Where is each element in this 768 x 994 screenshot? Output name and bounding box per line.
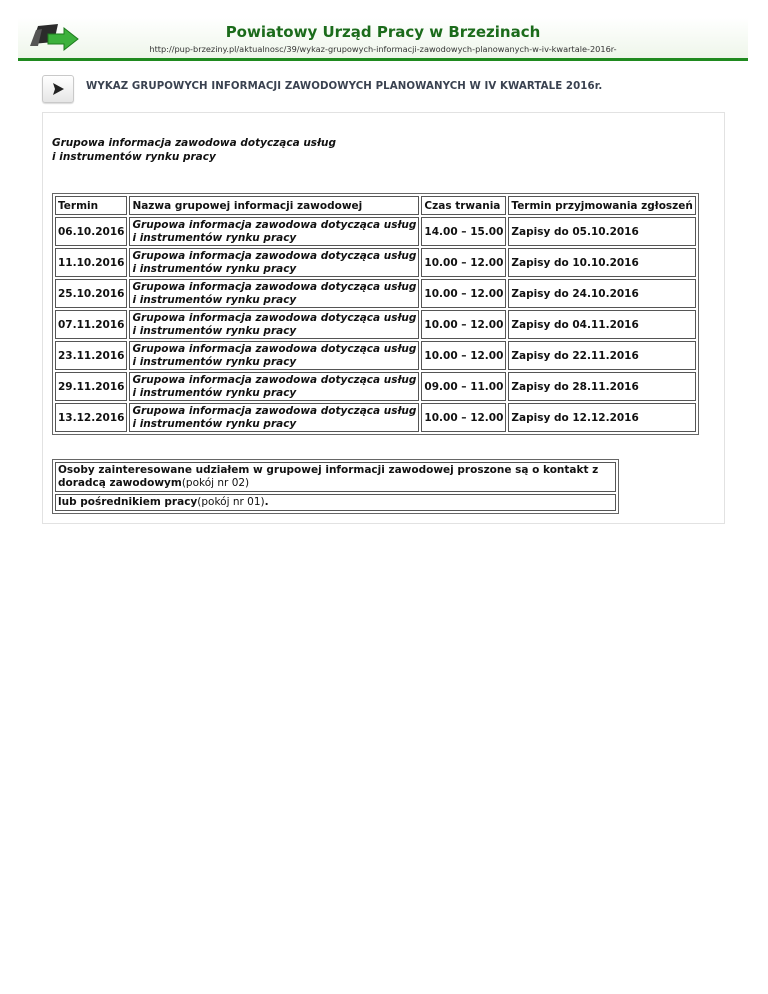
row-name <box>129 217 419 246</box>
contact-agent-end: . <box>264 496 269 508</box>
row-time: 14.00 – 15.00 <box>421 217 506 246</box>
site-title: Powiatowy Urząd Pracy w Brzezinach <box>225 23 541 41</box>
row-name <box>129 341 419 370</box>
row-time: 10.00 – 12.00 <box>421 248 506 277</box>
table-header-row <box>55 196 696 215</box>
row-time: 10.00 – 12.00 <box>421 279 506 308</box>
row-name-line-2: i instrumentów rynku pracy <box>132 231 297 244</box>
row-registration: Zapisy do 24.10.2016 <box>508 279 695 308</box>
row-name-line-1: Grupowa informacja zawodowa dotycząca usług <box>132 404 417 417</box>
contact-agent-cell <box>55 494 616 511</box>
table-row <box>55 217 696 246</box>
arrow-right-icon <box>51 82 65 96</box>
row-name-line-2: i instrumentów rynku pracy <box>132 293 297 306</box>
contact-row-agent <box>55 494 616 511</box>
site-header <box>18 18 748 61</box>
row-time: 10.00 – 12.00 <box>421 341 506 370</box>
row-name-line-1: Grupowa informacja zawodowa dotycząca usług <box>132 342 417 355</box>
row-time: 10.00 – 12.00 <box>421 403 506 432</box>
contact-counselor-room: (pokój nr 02) <box>181 477 250 489</box>
row-name-line-2: i instrumentów rynku pracy <box>132 355 297 368</box>
contact-counselor-text: Osoby zainteresowane udziałem w grupowej informacji zawodowej proszone są o kontakt z doradcą zawodowym <box>58 464 599 489</box>
row-date: 29.11.2016 <box>55 372 127 401</box>
row-name-line-1: Grupowa informacja zawodowa dotycząca usług <box>132 280 417 293</box>
page-title: WYKAZ GRUPOWYCH INFORMACJI ZAWODOWYCH PLANOWANYCH W IV KWARTALE 2016r. <box>86 81 603 92</box>
row-name-line-1: Grupowa informacja zawodowa dotycząca usług <box>132 373 417 386</box>
row-date: 11.10.2016 <box>55 248 127 277</box>
header-czas: Czas trwania <box>421 196 506 215</box>
table-row <box>55 248 696 277</box>
table-row <box>55 403 696 432</box>
schedule-table <box>52 193 699 435</box>
row-date: 23.11.2016 <box>55 341 127 370</box>
row-registration: Zapisy do 10.10.2016 <box>508 248 695 277</box>
row-name <box>129 310 419 339</box>
row-registration: Zapisy do 04.11.2016 <box>508 310 695 339</box>
row-name-line-1: Grupowa informacja zawodowa dotycząca usług <box>132 218 417 231</box>
table-row <box>55 310 696 339</box>
row-registration: Zapisy do 12.12.2016 <box>508 403 695 432</box>
row-name-line-1: Grupowa informacja zawodowa dotycząca usług <box>132 249 417 262</box>
header-nazwa: Nazwa grupowej informacji zawodowej <box>129 196 419 215</box>
contact-table <box>52 459 619 514</box>
row-name-line-2: i instrumentów rynku pracy <box>132 262 297 275</box>
row-name <box>129 372 419 401</box>
intro-text <box>52 136 336 164</box>
table-row <box>55 341 696 370</box>
row-registration: Zapisy do 05.10.2016 <box>508 217 695 246</box>
row-registration: Zapisy do 28.11.2016 <box>508 372 695 401</box>
row-name <box>129 403 419 432</box>
row-date: 07.11.2016 <box>55 310 127 339</box>
contact-agent-text: lub pośrednikiem pracy <box>58 496 198 508</box>
row-name <box>129 248 419 277</box>
contact-agent-room: (pokój nr 01) <box>197 496 265 508</box>
table-row <box>55 372 696 401</box>
header-termin: Termin <box>55 196 127 215</box>
intro-line-2: i instrumentów rynku pracy <box>52 151 216 163</box>
row-date: 25.10.2016 <box>55 279 127 308</box>
row-name-line-1: Grupowa informacja zawodowa dotycząca usług <box>132 311 417 324</box>
intro-line-1: Grupowa informacja zawodowa dotycząca usług <box>52 137 336 149</box>
row-date: 06.10.2016 <box>55 217 127 246</box>
contact-counselor-cell <box>55 462 616 492</box>
row-name-line-2: i instrumentów rynku pracy <box>132 324 297 337</box>
row-time: 09.00 – 11.00 <box>421 372 506 401</box>
row-name-line-2: i instrumentów rynku pracy <box>132 417 297 430</box>
row-date: 13.12.2016 <box>55 403 127 432</box>
row-name-line-2: i instrumentów rynku pracy <box>132 386 297 399</box>
row-time: 10.00 – 12.00 <box>421 310 506 339</box>
row-name <box>129 279 419 308</box>
page-url: http://pup-brzeziny.pl/aktualnosc/39/wykaz-grupowych-informacji-zawodowych-planowanych-w-iv-kwartale-2016r- <box>149 44 617 54</box>
arrow-button[interactable] <box>42 75 74 103</box>
table-row <box>55 279 696 308</box>
article-content <box>42 112 725 524</box>
row-registration: Zapisy do 22.11.2016 <box>508 341 695 370</box>
contact-row-counselor <box>55 462 616 492</box>
header-zgloszenia: Termin przyjmowania zgłoszeń <box>508 196 695 215</box>
